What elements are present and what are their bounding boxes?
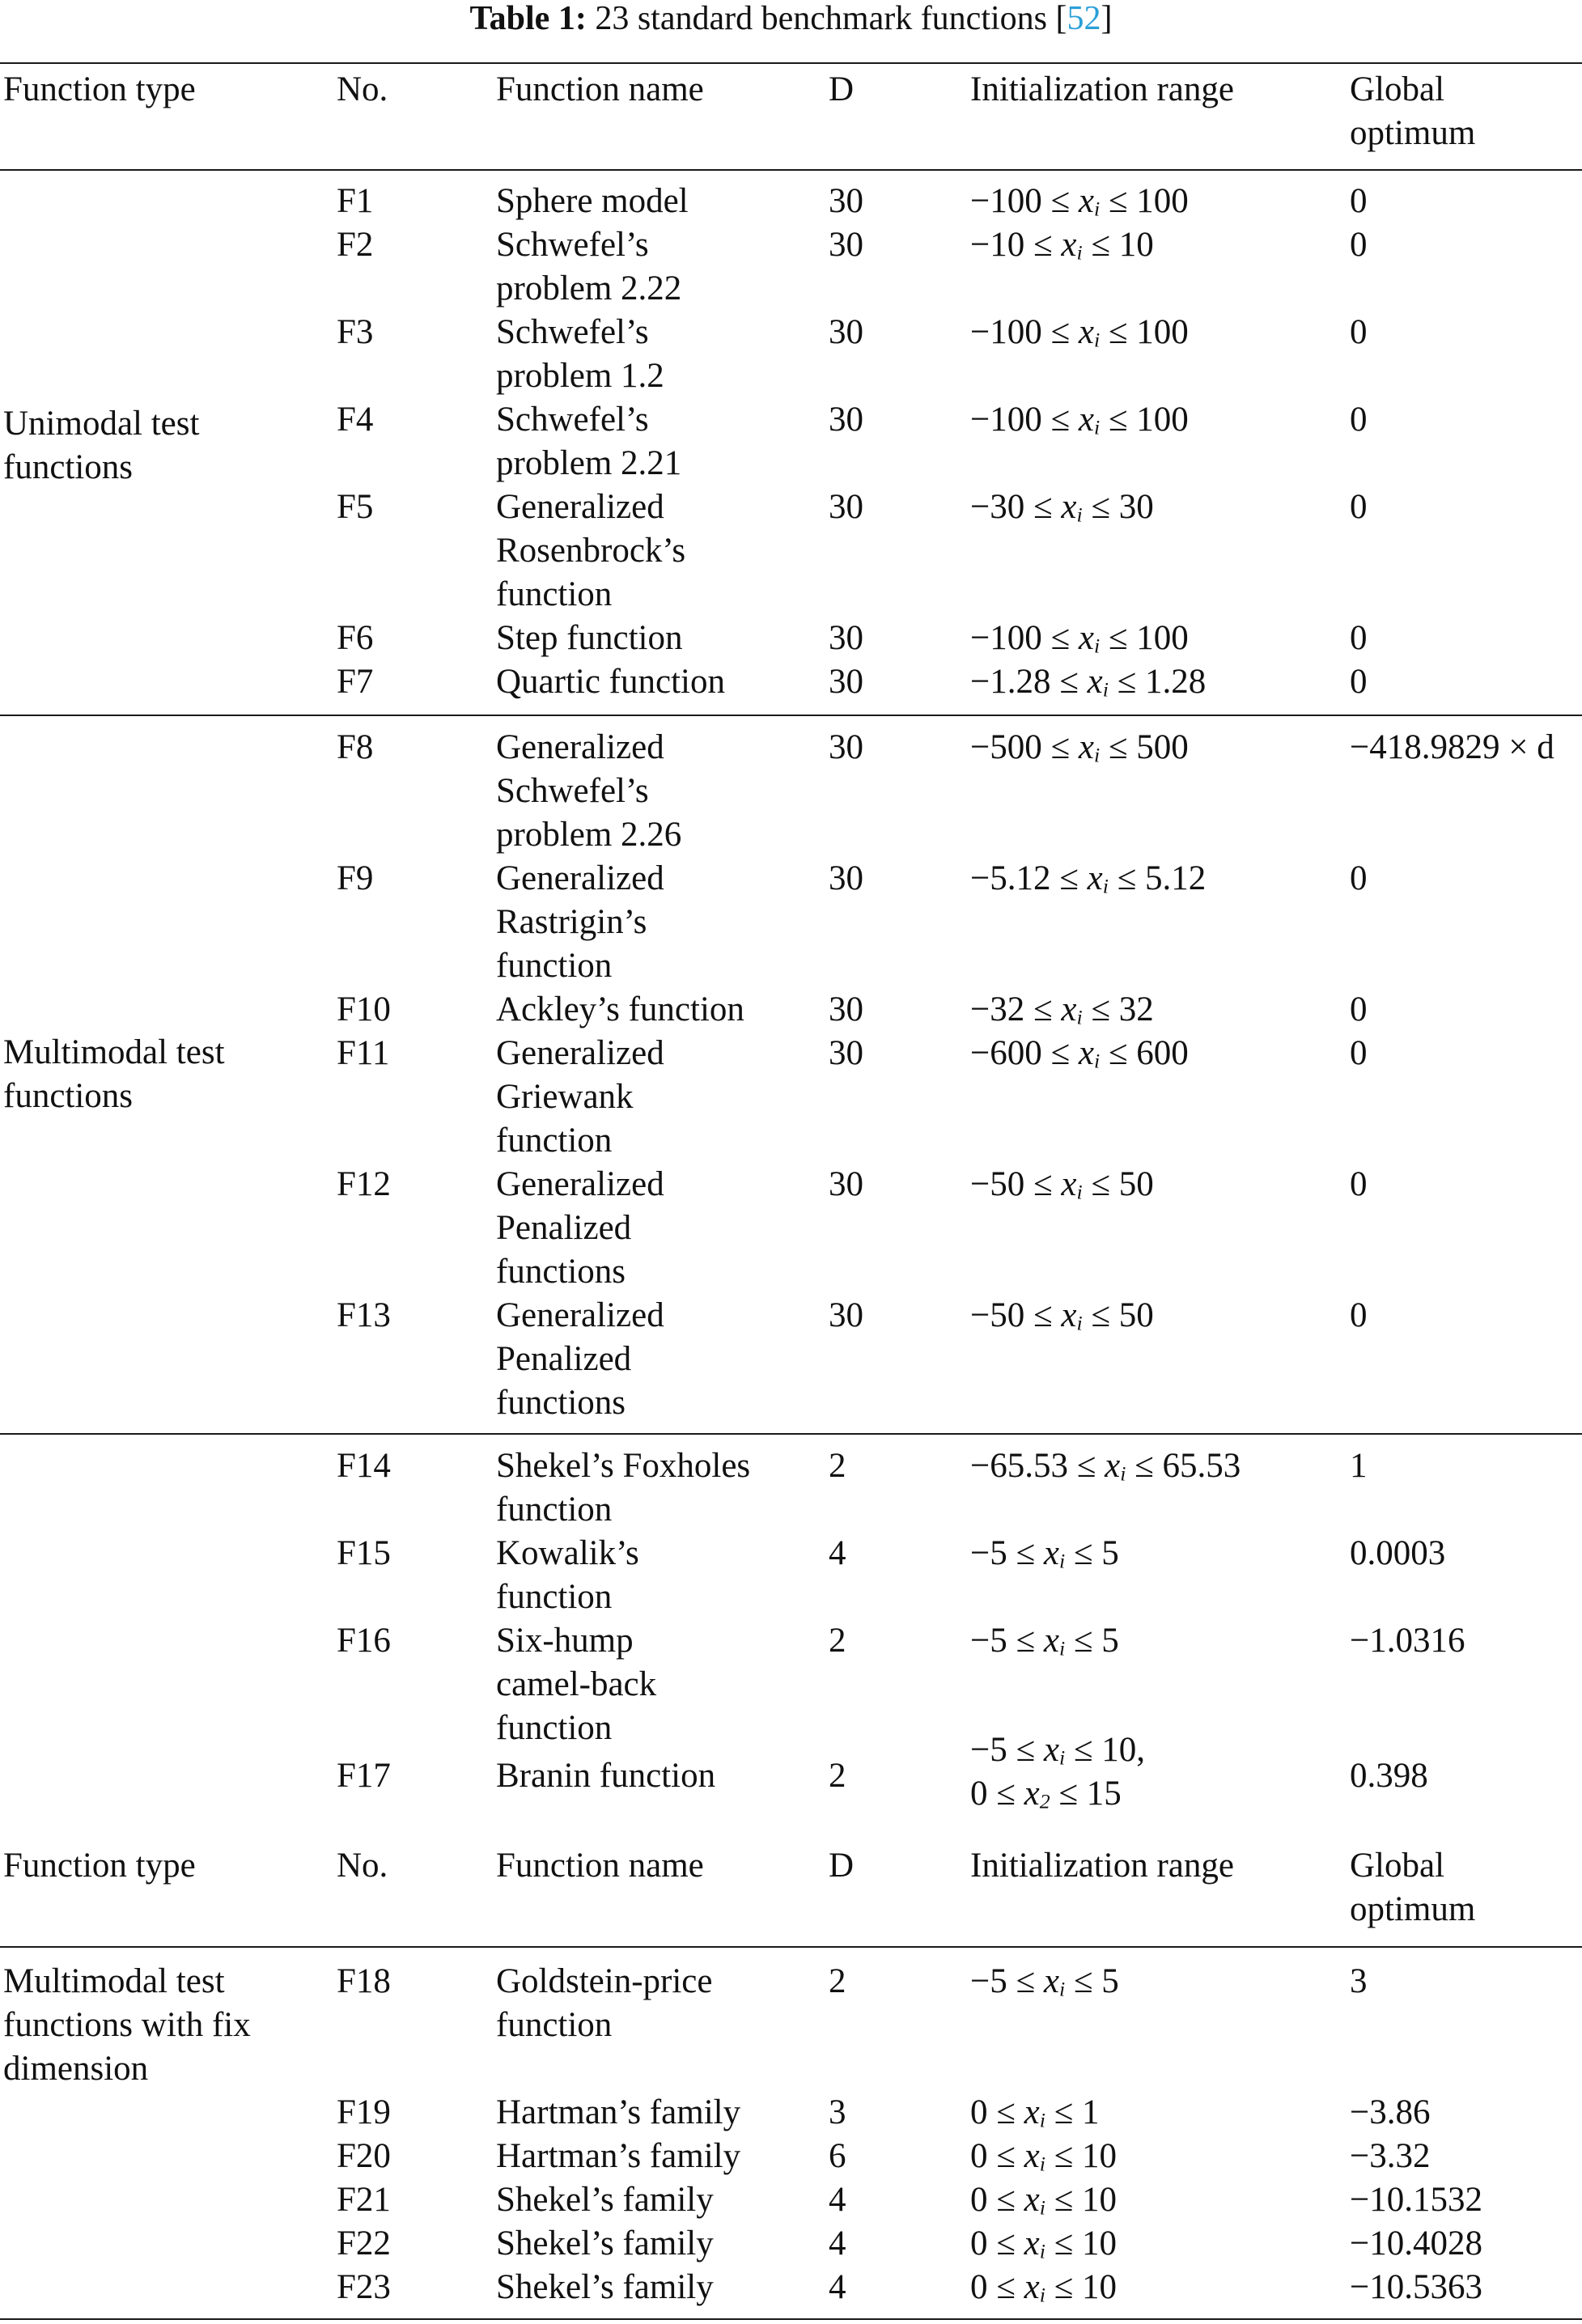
variable-subscript: i (1058, 1745, 1066, 1770)
global-optimum-value: −1.0316 (1350, 1622, 1465, 1660)
function-number: F16 (337, 1622, 391, 1660)
variable-symbol: x (1061, 488, 1077, 526)
function-number: F5 (337, 488, 374, 526)
function-name: Penalized (496, 1209, 632, 1247)
dimension-value: 4 (829, 1534, 846, 1572)
range-variable (1044, 1962, 1065, 2000)
function-name: function (496, 1578, 613, 1616)
global-optimum-value: 0 (1350, 488, 1368, 526)
initialization-range (970, 2266, 1117, 2318)
variable-symbol: x (1024, 2093, 1040, 2131)
function-name: functions (496, 1384, 626, 1422)
variable-symbol: x (1043, 1731, 1059, 1769)
global-optimum-value: −10.1532 (1350, 2181, 1483, 2219)
initialization-range (970, 1960, 1119, 2012)
range-upper-bound: ≤ 50 (1082, 1165, 1154, 1203)
function-number: F3 (337, 313, 374, 351)
group-divider-multimodal (0, 1433, 1582, 1435)
range-upper-bound: ≤ 10 (1045, 2137, 1117, 2175)
range-upper-bound: ≤ 10 (1082, 226, 1154, 264)
variable-subscript: i (1039, 2195, 1045, 2220)
range-upper-bound: ≤ 5.12 (1108, 859, 1207, 897)
function-number: F15 (337, 1534, 391, 1572)
function-name: functions (496, 1253, 626, 1291)
header-global-optimum-line1: Global (1350, 70, 1445, 108)
global-optimum-value: 1 (1350, 1447, 1368, 1485)
range-lower-bound: 0 ≤ (970, 2224, 1024, 2263)
function-number: F4 (337, 401, 374, 439)
range-variable (1044, 1731, 1065, 1769)
global-optimum-value: −10.4028 (1350, 2224, 1483, 2263)
initialization-range (970, 311, 1189, 363)
initialization-range (970, 1294, 1154, 1346)
range-upper-bound: ≤ 50 (1082, 1296, 1154, 1334)
range-variable (1079, 728, 1100, 766)
variable-symbol: x (1024, 2137, 1040, 2175)
initialization-range (970, 1163, 1154, 1215)
range-lower-bound: 0 ≤ (970, 2093, 1024, 2131)
dimension-value: 30 (829, 1165, 863, 1203)
variable-symbol: x (1061, 1165, 1077, 1203)
range-variable (1024, 2224, 1045, 2263)
function-name: Shekel’s family (496, 2181, 714, 2219)
initialization-range (970, 223, 1154, 275)
range-variable (1044, 1622, 1065, 1660)
range-lower-bound: −50 ≤ (970, 1165, 1062, 1203)
repeated-header-initialization-range: Initialization range (970, 1847, 1234, 1885)
variable-symbol: x (1061, 226, 1077, 264)
global-optimum-value: −10.5363 (1350, 2268, 1483, 2306)
global-optimum-value: 0.398 (1350, 1757, 1428, 1795)
range-lower-bound: −5 ≤ (970, 1534, 1044, 1572)
range-lower-bound: −5 ≤ (970, 1962, 1044, 2000)
global-optimum-value: 0 (1350, 313, 1368, 351)
function-name: Hartman’s family (496, 2093, 741, 2131)
function-name: Rosenbrock’s (496, 532, 686, 570)
dimension-value: 30 (829, 663, 863, 701)
repeated-header-global-optimum-line1: Global (1350, 1847, 1445, 1885)
range-variable (1079, 313, 1100, 351)
range-variable (1079, 619, 1100, 657)
range-lower-bound: −500 ≤ (970, 728, 1079, 766)
function-name: Penalized (496, 1340, 632, 1378)
function-name: problem 1.2 (496, 357, 664, 395)
range-variable (1024, 1775, 1050, 1813)
function-name: Generalized (496, 859, 664, 897)
range-upper-bound: ≤ 500 (1100, 728, 1189, 766)
dimension-value: 30 (829, 619, 863, 657)
global-optimum-value: 0.0003 (1350, 1534, 1446, 1572)
dimension-value: 6 (829, 2137, 846, 2175)
range-variable (1079, 1034, 1100, 1072)
range-upper-bound: ≤ 15 (1050, 1775, 1122, 1813)
function-name: Schwefel’s (496, 313, 649, 351)
group-label-fixed-dimension: Multimodal test (3, 1962, 225, 2000)
variable-symbol: x (1024, 1775, 1040, 1813)
variable-symbol: x (1024, 2268, 1040, 2306)
function-name: Six-hump (496, 1622, 634, 1660)
function-name: Quartic function (496, 663, 725, 701)
function-number: F12 (337, 1165, 391, 1203)
range-variable (1079, 401, 1100, 439)
range-variable (1061, 1296, 1082, 1334)
function-name: Generalized (496, 1165, 664, 1203)
dimension-value: 4 (829, 2181, 846, 2219)
variable-symbol: x (1078, 401, 1094, 439)
global-optimum-value: −3.86 (1350, 2093, 1431, 2131)
range-upper-bound: ≤ 10 (1045, 2224, 1117, 2263)
variable-subscript: i (1076, 1005, 1083, 1029)
function-name: problem 2.26 (496, 816, 682, 854)
range-upper-bound: ≤ 100 (1100, 401, 1189, 439)
range-variable (1088, 859, 1109, 897)
function-number: F22 (337, 2224, 391, 2263)
range-variable (1024, 2093, 1045, 2131)
dimension-value: 2 (829, 1757, 846, 1795)
function-number: F2 (337, 226, 374, 264)
function-number: F21 (337, 2181, 391, 2219)
variable-subscript: i (1093, 1049, 1101, 1073)
function-name: function (496, 1491, 613, 1529)
caption-text: 23 standard benchmark functions [ (595, 0, 1067, 37)
range-upper-bound: ≤ 30 (1082, 488, 1154, 526)
function-number: F23 (337, 2268, 391, 2306)
function-name: Shekel’s family (496, 2268, 714, 2306)
initialization-range (970, 1772, 1122, 1824)
function-name: Goldstein-price (496, 1962, 713, 2000)
variable-subscript: i (1058, 1636, 1066, 1660)
function-name: Griewank (496, 1078, 634, 1116)
dimension-value: 30 (829, 859, 863, 897)
function-name: Schwefel’s (496, 772, 649, 810)
repeated-header-function-name: Function name (496, 1847, 704, 1885)
function-name: Ackley’s function (496, 990, 744, 1028)
variable-subscript: i (1039, 2239, 1045, 2263)
variable-subscript: i (1076, 503, 1083, 527)
dimension-value: 4 (829, 2268, 846, 2306)
dimension-value: 30 (829, 182, 863, 220)
dimension-value: 30 (829, 1034, 863, 1072)
variable-subscript: i (1093, 634, 1101, 658)
range-variable (1024, 2268, 1045, 2306)
group-label-fixed-dimension: functions with fix (3, 2006, 251, 2044)
header-no: No. (337, 70, 388, 108)
range-variable (1088, 663, 1109, 701)
function-number: F8 (337, 728, 374, 766)
function-number: F18 (337, 1962, 391, 2000)
function-name: Shekel’s Foxholes (496, 1447, 751, 1485)
variable-subscript: i (1120, 1461, 1126, 1486)
function-name: Shekel’s family (496, 2224, 714, 2263)
variable-subscript: i (1076, 1311, 1083, 1335)
function-number: F7 (337, 663, 374, 701)
variable-subscript: i (1058, 1549, 1066, 1573)
function-number: F1 (337, 182, 374, 220)
variable-subscript: i (1093, 743, 1101, 767)
range-lower-bound: −600 ≤ (970, 1034, 1079, 1072)
header-dimension: D (829, 70, 855, 108)
variable-subscript: i (1058, 1977, 1066, 2001)
function-name: function (496, 947, 613, 985)
variable-symbol: x (1078, 1034, 1094, 1072)
range-upper-bound: ≤ 10 (1045, 2181, 1117, 2219)
initialization-range (970, 726, 1189, 778)
initialization-range (970, 1444, 1241, 1496)
range-lower-bound: −50 ≤ (970, 1296, 1062, 1334)
global-optimum-value: −3.32 (1350, 2137, 1431, 2175)
initialization-range (970, 857, 1206, 909)
function-number: F20 (337, 2137, 391, 2175)
dimension-value: 30 (829, 1296, 863, 1334)
variable-symbol: x (1061, 990, 1077, 1028)
function-number: F9 (337, 859, 374, 897)
header-function-type: Function type (3, 70, 196, 108)
global-optimum-value: 0 (1350, 1296, 1368, 1334)
variable-subscript: i (1039, 2152, 1045, 2176)
range-variable (1061, 1165, 1082, 1203)
dimension-value: 30 (829, 728, 863, 766)
repeated-header-bottom-rule (0, 1946, 1582, 1948)
range-upper-bound: ≤ 10 (1045, 2268, 1117, 2306)
range-variable (1079, 182, 1100, 220)
dimension-value: 4 (829, 2224, 846, 2263)
initialization-range (970, 1032, 1189, 1084)
variable-subscript: i (1102, 677, 1109, 702)
function-number: F10 (337, 990, 391, 1028)
function-number: F13 (337, 1296, 391, 1334)
function-name: function (496, 1122, 613, 1160)
range-upper-bound: ≤ 1.28 (1108, 663, 1207, 701)
global-optimum-value: −418.9829 × d (1350, 728, 1554, 766)
global-optimum-value: 0 (1350, 1034, 1368, 1072)
function-name: Step function (496, 619, 683, 657)
function-number: F6 (337, 619, 374, 657)
dimension-value: 30 (829, 401, 863, 439)
dimension-value: 30 (829, 488, 863, 526)
function-name: Kowalik’s (496, 1534, 639, 1572)
group-divider-unimodal (0, 715, 1582, 716)
variable-symbol: x (1087, 663, 1103, 701)
variable-symbol: x (1078, 182, 1094, 220)
range-upper-bound: ≤ 100 (1100, 182, 1189, 220)
variable-subscript: i (1093, 197, 1101, 221)
range-variable (1105, 1447, 1126, 1485)
dimension-value: 30 (829, 226, 863, 264)
range-lower-bound: 0 ≤ (970, 1775, 1024, 1813)
variable-subscript: i (1076, 240, 1083, 265)
function-name: Generalized (496, 1034, 664, 1072)
caption-close: ] (1101, 0, 1113, 37)
variable-symbol: x (1043, 1962, 1059, 2000)
variable-symbol: x (1024, 2224, 1040, 2263)
initialization-range (970, 1619, 1119, 1671)
range-upper-bound: ≤ 600 (1100, 1034, 1189, 1072)
function-name: function (496, 1709, 613, 1747)
function-name: problem 2.21 (496, 444, 682, 482)
range-variable (1061, 226, 1082, 264)
variable-symbol: x (1078, 313, 1094, 351)
repeated-header-dimension: D (829, 1847, 855, 1885)
range-lower-bound: −100 ≤ (970, 313, 1079, 351)
header-function-name: Function name (496, 70, 704, 108)
function-name: function (496, 575, 613, 613)
dimension-value: 2 (829, 1962, 846, 2000)
group-label-unimodal: Unimodal test (3, 405, 200, 443)
global-optimum-value: 0 (1350, 619, 1368, 657)
variable-symbol: x (1061, 1296, 1077, 1334)
range-variable (1044, 1534, 1065, 1572)
function-name: Hartman’s family (496, 2137, 741, 2175)
variable-subscript: i (1093, 328, 1101, 352)
variable-symbol: x (1105, 1447, 1121, 1485)
range-lower-bound: −100 ≤ (970, 619, 1079, 657)
global-optimum-value: 0 (1350, 401, 1368, 439)
range-lower-bound: −5.12 ≤ (970, 859, 1088, 897)
range-lower-bound: −10 ≤ (970, 226, 1062, 264)
header-initialization-range: Initialization range (970, 70, 1234, 108)
global-optimum-value: 0 (1350, 990, 1368, 1028)
repeated-header-global-optimum-line2: optimum (1350, 1890, 1476, 1928)
function-name: problem 2.22 (496, 269, 682, 307)
function-name: Generalized (496, 488, 664, 526)
range-upper-bound: ≤ 100 (1100, 313, 1189, 351)
variable-symbol: x (1043, 1622, 1059, 1660)
dimension-value: 3 (829, 2093, 846, 2131)
range-variable (1024, 2137, 1045, 2175)
repeated-header-no: No. (337, 1847, 388, 1885)
range-lower-bound: −100 ≤ (970, 401, 1079, 439)
range-upper-bound: ≤ 100 (1100, 619, 1189, 657)
range-upper-bound: ≤ 32 (1082, 990, 1154, 1028)
group-label-multimodal: Multimodal test (3, 1033, 225, 1071)
range-variable (1061, 990, 1082, 1028)
function-name: camel-back (496, 1665, 657, 1703)
group-label-multimodal: functions (3, 1077, 134, 1115)
global-optimum-value: 0 (1350, 1165, 1368, 1203)
variable-symbol: x (1078, 619, 1094, 657)
range-lower-bound: −32 ≤ (970, 990, 1062, 1028)
table-top-rule (0, 62, 1582, 64)
caption-label: Table 1: (469, 0, 587, 37)
initialization-range (970, 398, 1189, 450)
function-number: F11 (337, 1034, 390, 1072)
function-name: Schwefel’s (496, 401, 649, 439)
global-optimum-value: 3 (1350, 1962, 1368, 2000)
range-lower-bound: −1.28 ≤ (970, 663, 1088, 701)
range-variable (1061, 488, 1082, 526)
initialization-range (970, 1532, 1119, 1584)
range-lower-bound: 0 ≤ (970, 2268, 1024, 2306)
range-upper-bound: ≤ 5 (1065, 1962, 1119, 2000)
variable-subscript: i (1102, 874, 1109, 898)
function-name: Rastrigin’s (496, 903, 647, 941)
repeated-header-function-type: Function type (3, 1847, 196, 1885)
table-bottom-rule (0, 2318, 1582, 2320)
function-name: Schwefel’s (496, 226, 649, 264)
range-lower-bound: 0 ≤ (970, 2181, 1024, 2219)
function-number: F17 (337, 1757, 391, 1795)
range-lower-bound: 0 ≤ (970, 2137, 1024, 2175)
variable-symbol: x (1024, 2181, 1040, 2219)
variable-subscript: 2 (1039, 1789, 1050, 1813)
table-caption (0, 0, 1582, 37)
group-label-unimodal: functions (3, 448, 134, 486)
global-optimum-value: 0 (1350, 182, 1368, 220)
global-optimum-value: 0 (1350, 226, 1368, 264)
function-name: Sphere model (496, 182, 689, 220)
range-upper-bound: ≤ 1 (1045, 2093, 1100, 2131)
range-upper-bound: ≤ 5 (1065, 1534, 1119, 1572)
function-name: Branin function (496, 1757, 716, 1795)
range-lower-bound: −100 ≤ (970, 182, 1079, 220)
initialization-range (970, 486, 1154, 537)
header-global-optimum-line2: optimum (1350, 114, 1476, 152)
variable-subscript: i (1093, 415, 1101, 439)
range-upper-bound: ≤ 65.53 (1126, 1447, 1241, 1485)
variable-symbol: x (1087, 859, 1103, 897)
global-optimum-value: 0 (1350, 859, 1368, 897)
variable-subscript: i (1039, 2283, 1045, 2307)
dimension-value: 30 (829, 313, 863, 351)
dimension-value: 2 (829, 1447, 846, 1485)
function-number: F14 (337, 1447, 391, 1485)
function-number: F19 (337, 2093, 391, 2131)
dimension-value: 2 (829, 1622, 846, 1660)
range-lower-bound: −5 ≤ (970, 1731, 1044, 1769)
variable-symbol: x (1078, 728, 1094, 766)
range-variable (1024, 2181, 1045, 2219)
function-name: Generalized (496, 728, 664, 766)
function-name: function (496, 2006, 613, 2044)
caption-citation-link[interactable]: 52 (1067, 0, 1101, 37)
initialization-range (970, 660, 1206, 712)
variable-subscript: i (1039, 2108, 1045, 2132)
variable-symbol: x (1043, 1534, 1059, 1572)
range-upper-bound: ≤ 5 (1065, 1622, 1119, 1660)
global-optimum-value: 0 (1350, 663, 1368, 701)
header-bottom-rule (0, 169, 1582, 171)
range-lower-bound: −5 ≤ (970, 1622, 1044, 1660)
range-lower-bound: −30 ≤ (970, 488, 1062, 526)
range-lower-bound: −65.53 ≤ (970, 1447, 1105, 1485)
group-label-fixed-dimension: dimension (3, 2050, 149, 2088)
range-upper-bound: ≤ 10, (1065, 1731, 1145, 1769)
variable-subscript: i (1076, 1180, 1083, 1204)
function-name: Generalized (496, 1296, 664, 1334)
dimension-value: 30 (829, 990, 863, 1028)
